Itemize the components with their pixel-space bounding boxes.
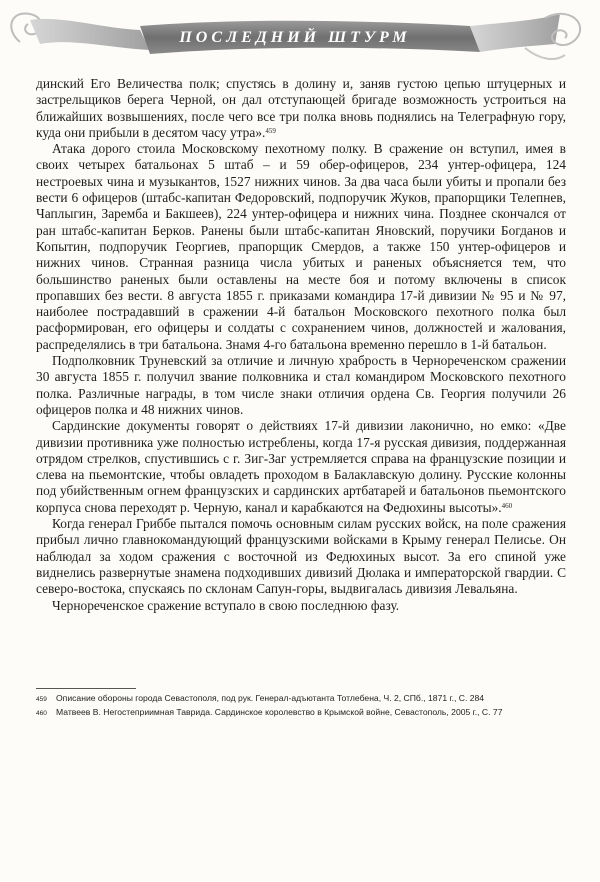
paragraph-text: динский Его Величества полк; спустясь в долину и, заняв густою цепью штуцерных и застрельщиков берега Черной, он дал отступающей бригаде возможность устроиться на ближайших возвышениях, после чего все три полка вновь поднялись на Телеграфную гору, куда они прибыли в десятом часу утра». bbox=[36, 76, 566, 140]
paragraph-text: Сардинские документы говорят о действиях 17-й дивизии лаконично, но емко: «Две дивизии противника уже полностью истреблены, когда 17-я русская дивизия, поддержанная отрядом стрелков, спустившись с г. Зиг-Заг устремляется справа на французские позиции и слева на пьемонтские, чтобы овладеть проходом в Балаклавскую долину. Русские колонны под убийственным огнем французских и сардинских артбатарей и батальонов пьемонтского корпуса снова переходят р. Черную, канал и карабкаются на Федюхины высоты». bbox=[36, 418, 566, 515]
footnote-number: 460 bbox=[36, 710, 47, 717]
footnote-number: 459 bbox=[36, 696, 47, 703]
footnotes bbox=[36, 692, 576, 720]
paragraph: Атака дорого стоила Московскому пехотному полку. В сражение он вступил, имея в своих четырех батальонах 5 штаб – и 59 обер-офицеров, 234 унтер-офицера, 124 нестроевых чина и музыкантов, 1527 нижних чинов. За два часа были убиты и пропали без вести 6 офицеров (штабс-капитан Федоровский, подпоручик Жуков, прапорщики Телепнев, Чаплыгин, Заремба и Бакшеев), 224 унтер-офицера и нижних чина. Позднее скончался от ран штабс-капитан Берков. Ранены были штабс-капитан Яновский, поручики Богданов и Копытин, подпоручик Георгиев, прапорщик Смердов, а также 150 унтер-офицеров и нижних чинов. Странная разница числа убитых и раненых объясняется тем, что большинство раненых были оставлены на месте боя и потому включены в список пропавших без вести. 8 августа 1855 г. приказами командира 17-й дивизии № 95 и № 97, наиболее пострадавший в сражении 4-й батальон Московского пехотного полка был расформирован, его офицеры и солдаты с сохранением чинов, должностей и жалования, распределялись в три батальона. Знамя 4-го батальона временно перешло в 1-й батальон. bbox=[36, 141, 566, 352]
paragraph bbox=[36, 418, 566, 516]
footnote-marker[interactable]: 459 bbox=[265, 126, 276, 135]
footnote-marker[interactable]: 460 bbox=[501, 501, 513, 510]
paragraph: Подполковник Труневский за отличие и личную храбрость в Чернореченском сражении 30 августа 1855 г. получил звание полковника и стал командиром Московского пехотного полка. Различные награды, в том числе знаки отличия ордена Св. Георгия получили 26 офицеров полка и 48 нижних чинов. bbox=[36, 353, 566, 417]
footnote-text: Матвеев В. Негостеприимная Таврида. Сардинское королевство в Крымской войне, Севастополь, 2005 г., С. 77 bbox=[56, 707, 503, 717]
footnote-text: Описание обороны города Севастополя, под рук. Генерал-адъютанта Тотлебена, Ч. 2, СПб., 1871 г., С. 284 bbox=[56, 693, 485, 703]
chapter-header-banner bbox=[0, 0, 600, 80]
footnote bbox=[36, 706, 576, 720]
article-body bbox=[36, 76, 566, 614]
footnote-separator bbox=[36, 688, 136, 689]
paragraph: Чернореченское сражение вступало в свою последнюю фазу. bbox=[52, 597, 400, 613]
paragraph: Когда генерал Гриббе пытался помочь основным силам русских войск, на поле сражения прибыл лично главнокомандующий французскими войсками в Крыму генерал Пелисье. Он наблюдал за ходом сражения с восточной из Федюхиных высот. За его спиной уже виднелись развернутые знамена подходивших дивизий Дюлака и императорской гвардии. С северо-востока, спускаясь по склонам Сапун-горы, выдвигалась дивизия Левальяна. bbox=[36, 516, 566, 597]
paragraph bbox=[36, 76, 566, 141]
footnote bbox=[36, 692, 576, 706]
chapter-title: ПОСЛЕДНИЙ ШТУРМ bbox=[179, 29, 411, 46]
